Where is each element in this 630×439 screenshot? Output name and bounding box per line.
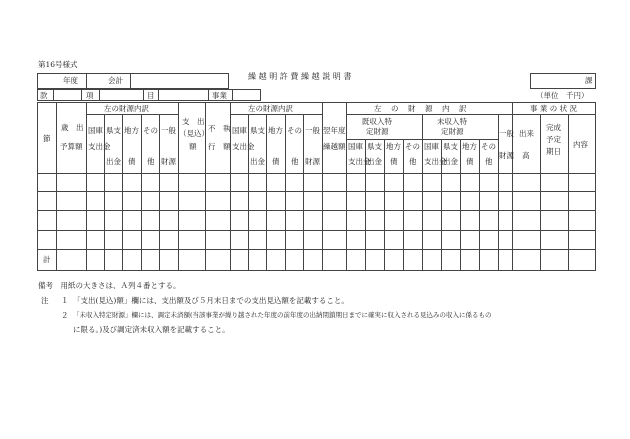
shishutsu-kin-header-3: 支出金 <box>348 157 371 166</box>
col-rule <box>403 139 404 271</box>
kishuunyu-2: 定財源 <box>366 127 389 136</box>
yokunendo-header: 翌年度 <box>323 126 346 135</box>
col-rule <box>422 114 423 271</box>
col-rule <box>384 139 385 271</box>
shutsu-kin-header-3: 出金 <box>367 157 382 166</box>
shishutsu-kin-header-4: 支出金 <box>424 157 447 166</box>
setsu-header: 節 <box>43 134 51 143</box>
ta-header: 他 <box>147 157 155 166</box>
jigyou-label: 事業 <box>212 91 227 100</box>
moku-label: 目 <box>147 91 155 100</box>
col-rule <box>205 102 206 271</box>
ken-shishutsu-header-3: 県支 <box>367 142 382 151</box>
fuyou-2: 行 額 <box>208 142 231 151</box>
sai-header-4: 債 <box>466 157 474 166</box>
mishuunyu-2: 定財源 <box>441 127 464 136</box>
chihou-header-2: 地方 <box>268 126 283 135</box>
shutsu-kin-header-4: 出金 <box>443 157 458 166</box>
kou-label: 項 <box>86 91 94 100</box>
ken-shishutsu-header: 県支 <box>106 126 121 135</box>
ippan-header-2: 一般 <box>305 126 320 135</box>
left-zaigen-header-3: 左 の 財 源 内 訳 <box>374 104 468 113</box>
shishutsu-mikomi-2: （見込） <box>179 129 209 138</box>
col-rule <box>568 114 569 271</box>
sai-header: 債 <box>128 157 136 166</box>
total-label: 計 <box>43 255 51 264</box>
note2-text-line1: 「未収入特定財源」欄には、調定未済額(当該事業が繰り越された年度の前年度の出納閉鎖期日までに確実に収入される見込みの収入に係るもの <box>73 311 492 319</box>
col-rule <box>159 114 160 271</box>
divider <box>53 89 54 101</box>
divider <box>143 89 144 101</box>
col-rule <box>248 114 249 271</box>
sai-header-3: 債 <box>390 157 398 166</box>
kurikoshigaku-header: 繰越額 <box>323 142 346 151</box>
account-label: 会計 <box>108 76 123 85</box>
col-rule <box>303 114 304 271</box>
shishutsu-mikomi-3: 額 <box>189 142 197 151</box>
kokko-header-3: 国庫 <box>348 142 363 151</box>
ta-header-2: 他 <box>291 157 299 166</box>
bikou-note: 備考 用紙の大きさは、Ａ列４番とする。 <box>38 281 181 290</box>
ta-header-3: 他 <box>409 157 417 166</box>
col-rule <box>86 102 87 271</box>
kokko-header-2: 国庫 <box>232 126 247 135</box>
header-rule <box>512 114 596 115</box>
chihou-header-3: 地方 <box>386 142 401 151</box>
col-rule <box>141 114 142 271</box>
divider <box>208 89 209 101</box>
divider <box>99 89 100 101</box>
sono-header-4: その <box>481 142 496 151</box>
mishuunyu-1: 未収入特 <box>437 117 467 126</box>
chihou-header: 地方 <box>124 126 139 135</box>
col-rule <box>104 114 105 271</box>
yosangaku-header: 予算額 <box>60 142 83 151</box>
ta-header-4: 他 <box>485 157 493 166</box>
sono-header-3: その <box>405 142 420 151</box>
shutsu-kin-header-2: 出金 <box>250 157 265 166</box>
fuyou-1: 不 執 <box>208 124 231 133</box>
sono-header: その <box>143 126 158 135</box>
kan-label: 款 <box>40 91 48 100</box>
naiyou-header: 内容 <box>573 140 588 149</box>
col-rule <box>512 102 513 271</box>
kokko-header: 国庫 <box>88 126 103 135</box>
ken-shishutsu-header-2: 県支 <box>250 126 265 135</box>
col-rule <box>285 114 286 271</box>
col-rule <box>540 114 541 271</box>
daka-header: 高 <box>522 151 530 160</box>
divider <box>232 89 233 101</box>
kokko-header-4: 国庫 <box>424 142 439 151</box>
page-title: 繰越明許費繰越説明書 <box>248 72 354 81</box>
jigyou-joukyou-header: 事 業 の 状 況 <box>530 104 578 113</box>
header-rule <box>346 114 512 115</box>
col-rule <box>479 139 480 271</box>
shishutsu-kin-header: 支出金 <box>88 142 111 151</box>
saishutsu-header: 歳 出 <box>61 123 84 132</box>
year-label: 年度 <box>63 76 78 85</box>
left-zaigen-header-1: 左の財源内訳 <box>104 104 149 113</box>
ippan-header-3: 一般 <box>499 129 514 138</box>
col-rule <box>122 114 123 271</box>
kansei-3: 期日 <box>546 147 561 156</box>
col-rule <box>56 102 57 271</box>
kansei-1: 完成 <box>546 123 561 132</box>
left-zaigen-header-2: 左の財源内訳 <box>248 104 293 113</box>
divider <box>158 89 159 101</box>
col-rule <box>460 139 461 271</box>
shishutsu-kin-header-2: 支出金 <box>232 142 255 151</box>
divider <box>81 89 82 101</box>
kansei-2: 予定 <box>546 135 561 144</box>
chihou-header-4: 地方 <box>462 142 477 151</box>
zaigen-header-2: 財源 <box>305 157 320 166</box>
ippan-header: 一般 <box>161 126 176 135</box>
note2-number: ２ <box>61 311 69 320</box>
form-number: 第16号様式 <box>38 60 78 69</box>
note2-text-line2: に限る。)及び調定済未収入額を記載すること。 <box>73 325 230 334</box>
note1-number: １ <box>61 296 69 305</box>
shishutsu-mikomi-1: 支 出 <box>182 117 205 126</box>
shutsu-kin-header: 出金 <box>106 157 121 166</box>
divider <box>86 73 87 89</box>
unit-label: （単位 千円） <box>536 91 589 100</box>
col-rule <box>346 102 347 271</box>
col-rule <box>178 102 179 271</box>
divider <box>130 73 131 89</box>
note1-text: 「支出(見込)額」欄には、支出額及び５月末日までの支出見込額を記載すること。 <box>73 296 349 305</box>
chu-label: 注 <box>41 296 49 305</box>
header-rule <box>86 114 178 115</box>
col-rule <box>266 114 267 271</box>
sono-header-2: その <box>287 126 302 135</box>
zaigen-header-3: 財源 <box>499 151 514 160</box>
header-rule <box>230 114 322 115</box>
zaigen-header: 財源 <box>161 157 176 166</box>
sai-header-2: 債 <box>272 157 280 166</box>
section-label: 課 <box>585 76 593 85</box>
kishuunyu-1: 既収入特 <box>362 117 392 126</box>
ken-shishutsu-header-4: 県支 <box>443 142 458 151</box>
deki-header: 出来 <box>519 129 534 138</box>
